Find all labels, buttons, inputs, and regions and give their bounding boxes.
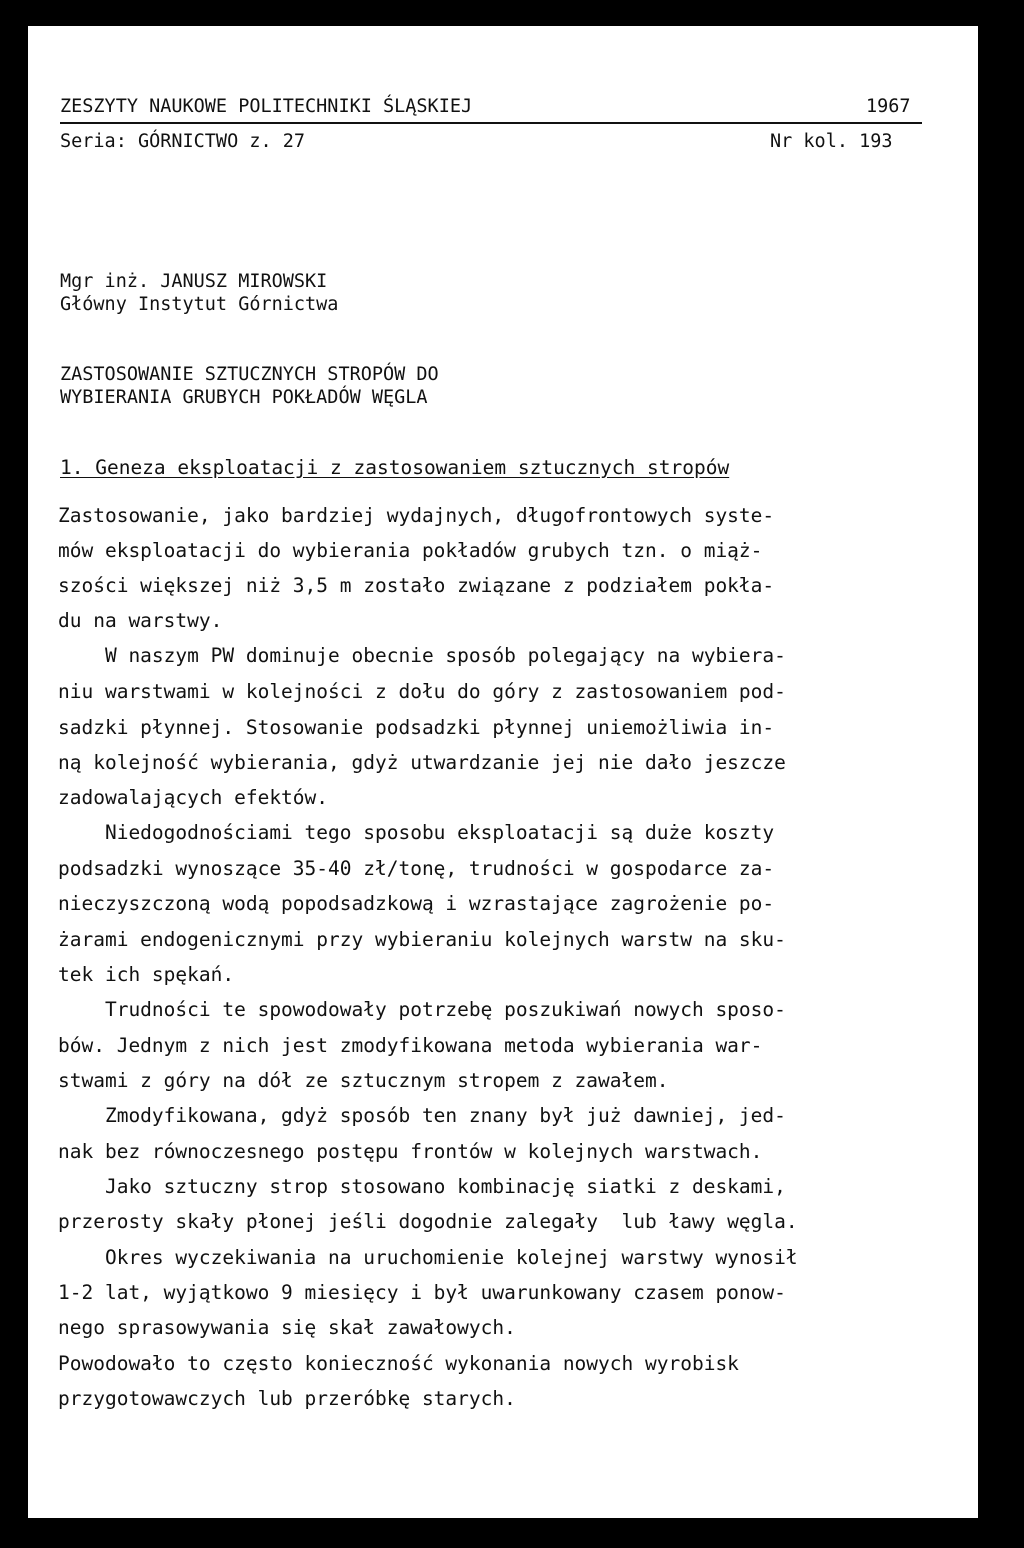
body-line: sadzki płynnej. Stosowanie podsadzki płynnej uniemożliwia in- bbox=[58, 716, 775, 739]
article-title-line-2: WYBIERANIA GRUBYCH POKŁADÓW WĘGLA bbox=[60, 387, 428, 408]
body-line: Okres wyczekiwania na uruchomienie kolejnej warstwy wynosił bbox=[58, 1246, 798, 1269]
body-line: Powodowało to często konieczność wykonania nowych wyrobisk bbox=[58, 1352, 739, 1375]
body-line: tek ich spękań. bbox=[58, 963, 235, 986]
journal-title: ZESZYTY NAUKOWE POLITECHNIKI ŚLĄSKIEJ bbox=[60, 96, 473, 117]
body-line: Zastosowanie, jako bardziej wydajnych, długofrontowych syste- bbox=[58, 504, 775, 527]
body-line: niu warstwami w kolejności z dołu do góry z zastosowaniem pod- bbox=[58, 680, 786, 703]
body-line: mów eksploatacji do wybierania pokładów grubych tzn. o miąż- bbox=[58, 539, 763, 562]
author-affiliation: Główny Instytut Górnictwa bbox=[60, 294, 339, 315]
body-line: Trudności te spowodowały potrzebę poszukiwań nowych sposo- bbox=[58, 998, 786, 1021]
body-line: podsadzki wynoszące 35-40 zł/tonę, trudności w gospodarce za- bbox=[58, 857, 775, 880]
body-line: du na warstwy. bbox=[58, 609, 223, 632]
body-line: przygotowawczych lub przeróbkę starych. bbox=[58, 1387, 516, 1410]
section-heading: 1. Geneza eksploatacji z zastosowaniem sztucznych stropów bbox=[60, 456, 730, 479]
body-line: szości większej niż 3,5 m zostało związane z podziałem pokła- bbox=[58, 574, 775, 597]
author-name: Mgr inż. JANUSZ MIROWSKI bbox=[60, 271, 328, 292]
body-line: nak bez równoczesnego postępu frontów w kolejnych warstwach. bbox=[58, 1140, 763, 1163]
series-label: Seria: GÓRNICTWO z. 27 bbox=[60, 131, 306, 152]
document-page bbox=[28, 26, 978, 1518]
journal-year: 1967 bbox=[866, 96, 911, 117]
body-line: zadowalających efektów. bbox=[58, 786, 329, 809]
body-line: nieczyszczoną wodą popodsadzkową i wzrastające zagrożenie po- bbox=[58, 892, 775, 915]
body-line: bów. Jednym z nich jest zmodyfikowana metoda wybierania war- bbox=[58, 1034, 763, 1057]
body-line: żarami endogenicznymi przy wybieraniu kolejnych warstw na sku- bbox=[58, 928, 786, 951]
body-line: 1-2 lat, wyjątkowo 9 miesięcy i był uwarunkowany czasem ponow- bbox=[58, 1281, 786, 1304]
body-line: Niedogodnościami tego sposobu eksploatacji są duże koszty bbox=[58, 821, 775, 844]
header-rule bbox=[60, 122, 922, 124]
body-line: nego sprasowywania się skał zawałowych. bbox=[58, 1316, 516, 1339]
article-title-line-1: ZASTOSOWANIE SZTUCZNYCH STROPÓW DO bbox=[60, 364, 439, 385]
body-line: Zmodyfikowana, gdyż sposób ten znany był już dawniej, jed- bbox=[58, 1104, 786, 1127]
issue-number: Nr kol. 193 bbox=[770, 131, 893, 152]
body-line: przerosty skały płonej jeśli dogodnie zalegały lub ławy węgla. bbox=[58, 1210, 798, 1233]
body-line: Jako sztuczny strop stosowano kombinację siatki z deskami, bbox=[58, 1175, 786, 1198]
body-line: W naszym PW dominuje obecnie sposób polegający na wybiera- bbox=[58, 644, 786, 667]
body-line: stwami z góry na dół ze sztucznym stropem z zawałem. bbox=[58, 1069, 669, 1092]
body-line: ną kolejność wybierania, gdyż utwardzanie jej nie dało jeszcze bbox=[58, 751, 786, 774]
